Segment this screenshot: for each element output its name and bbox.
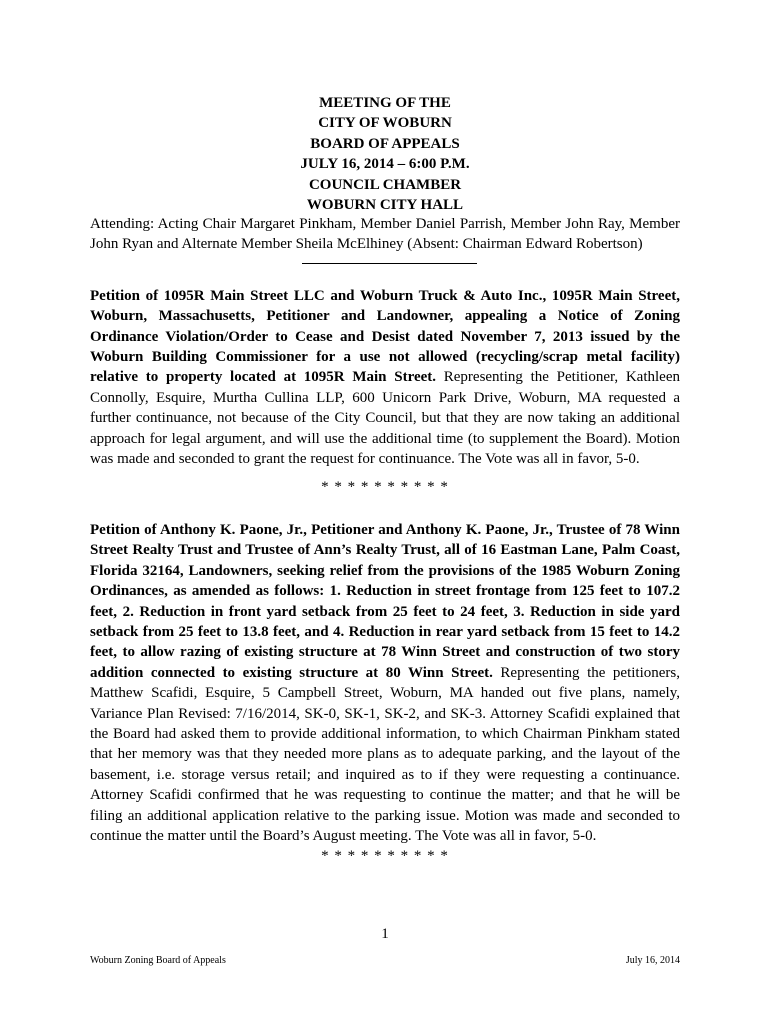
petition-text: Representing the Petitioner, Kathleen Connolly, Esquire, Murtha Cullina LLP, 600 Unicorn Park Drive, Woburn, MA requested a further continuance, not because of the City Council, but that they are now taking an additional approach for legal argument, and will use the additional time (to supplement the Board). Motion was made and seconded to grant the request for continuance. The Vote was all in favor, 5-0. [90,369,680,468]
header-line: MEETING OF THE [319,95,451,111]
header-line: COUNCIL CHAMBER [308,176,462,193]
attending-paragraph: Attending: Acting Chair Margaret Pinkham, Member Daniel Parrish, Member John Ray, Member John Ryan and Alternate Member Sheila McElhiney (Absent: Chairman Edward Robertson) [90,216,680,253]
header-line: JULY 16, 2014 – 6:00 P.M. [300,156,470,173]
footer-left: Woburn Zoning Board of Appeals [90,955,226,966]
separator: * * * * * * * * * * [321,848,449,865]
separator: * * * * * * * * * * [321,479,449,496]
page-number: 1 [381,926,389,942]
petition-paragraph [90,520,680,847]
petition-text: Representing the petitioners, Matthew Scafidi, Esquire, 5 Campbell Street, Woburn, MA handed out five plans, namely, Variance Plan Revised: 7/16/2014, SK-0, SK-1, SK-2, and SK-3. Attorney Scafidi explained that the Board had asked them to provide additional information, to which Chairman Pinkham stated that her memory was that they needed more plans as to adequate parking, and the layout of the basement, i.e. storage versus retail; and inquired as to if they were requesting a continuance. Attorney Scafidi confirmed that he was requesting to continue the matter; and that he will be filing an additional application relative to the parking issue. Motion was made and seconded to continue the matter until the Board’s August meeting. The Vote was all in favor, 5-0. [90,664,680,844]
header-line: CITY OF WOBURN [318,115,452,132]
footer-right: July 16, 2014 [625,955,680,966]
petition-title: Petition of 1095R Main Street LLC and Woburn Truck & Auto Inc., 1095R Main Street, Woburn, Massachusetts, Petitioner and Landowner, appealing a Notice of Zoning Ordinance Violation/Order to Cease and Desist dated November 7, 2013 issued by the Woburn Building Commissioner for a use not allowed (recycling/scrap metal facility) relative to property located at 1095R Main Street. [90,287,680,386]
header-line: BOARD OF APPEALS [310,135,460,152]
header-line: WOBURN CITY HALL [306,197,464,214]
petition-title: Petition of Anthony K. Paone, Jr., Petitioner and Anthony K. Paone, Jr., Trustee of 78 Winn Street Realty Trust and Trustee of Ann’s Realty Trust, all of 16 Eastman Lane, Palm Coast, Florida 32164, Landowners, seeking relief from the provisions of the 1985 Woburn Zoning Ordinances, as amended as follows: 1. Reduction in street frontage from 125 feet to 107.2 feet, 2. Reduction in front yard setback from 25 feet to 24 feet, 3. Reduction in side yard setback from 25 feet to 13.8 feet, and 4. Reduction in rear yard setback from 15 feet to 14.2 feet, to allow razing of existing structure at 78 Winn Street and construction of two story addition connected to existing structure at 80 Winn Street. [90,521,680,681]
minutes-body [90,214,680,867]
meeting-header [90,93,680,215]
petition-paragraph [90,286,680,470]
